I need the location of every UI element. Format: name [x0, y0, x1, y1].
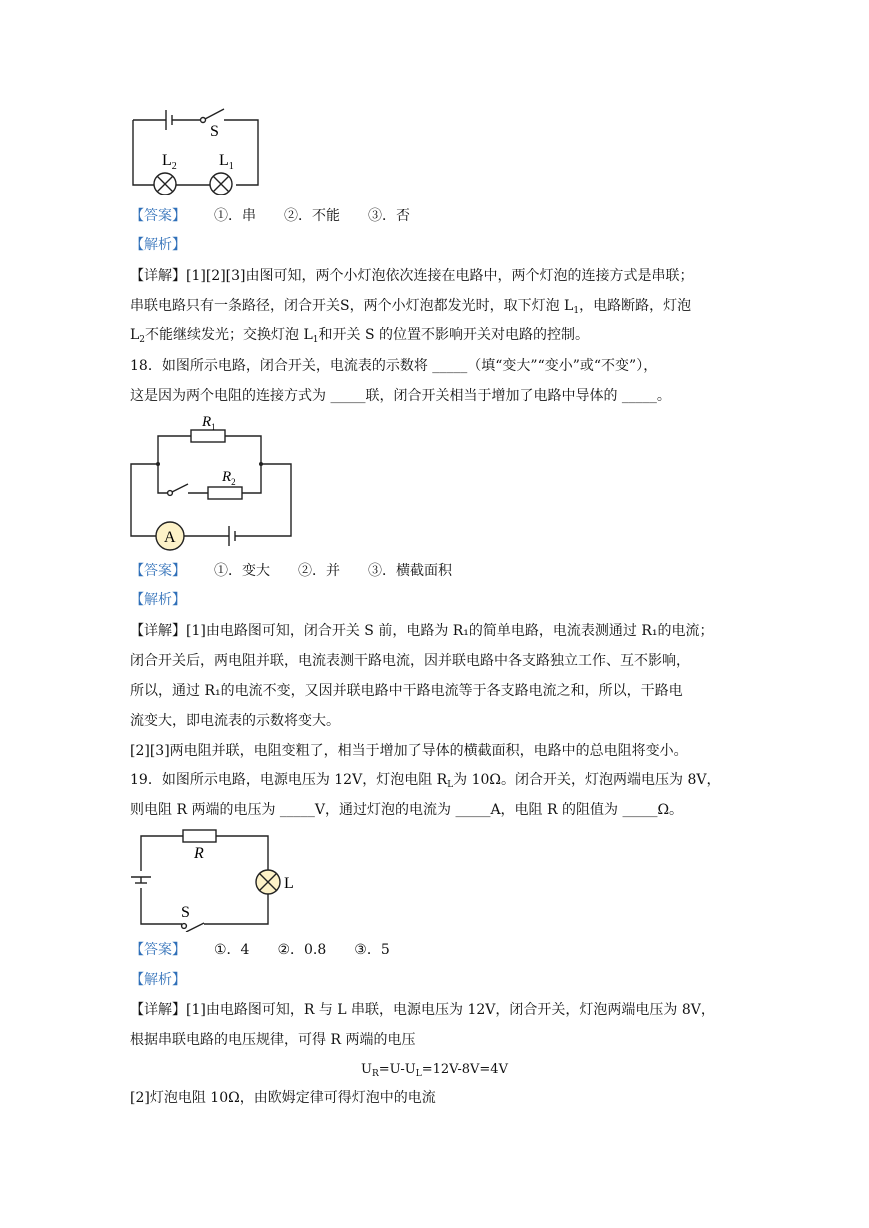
q18-detail-line-5: [2][3]两电阻并联，电阻变粗了，相当于增加了导体的横截面积，电路中的总电阻将变小。 — [130, 743, 688, 759]
q18-detail-line-1: 【详解】[1]由电路图可知，闭合开关 S 前，电路为 R₁的简单电路，电流表测通过 R₁的电流； — [130, 623, 714, 639]
q17-detail-line-1: 【详解】[1][2][3]由图可知，两个小灯泡依次连接在电路中，两个灯泡的连接方式是串联； — [130, 268, 694, 284]
r1-label: $R_1$ — [202, 414, 216, 432]
voltage-formula: $U_R=U-U_L=12V-8V=4V$ — [361, 1062, 508, 1079]
q19-answer-row — [130, 940, 390, 960]
q17-answer-row — [130, 206, 410, 226]
q17-detail-line-3: $L_2$不能继续发光；交换灯泡 $L_1$和开关 S 的位置不影响开关对电路的控制。 — [130, 327, 590, 345]
q17-detail-line-2: 串联电路只有一条路径，闭合开关S，两个小灯泡都发光时，取下灯泡 $L_1$，电路断路，灯泡 — [130, 298, 692, 316]
answer-1: ①．变大 — [214, 563, 270, 579]
q18-detail-line-3: 所以，通过 R₁的电流不变，又因并联电路中干路电流等于各支路电流之和，所以，干路电 — [130, 683, 683, 699]
answer-2: ②．并 — [298, 563, 340, 579]
circuit-diagram-series-bulbs — [128, 100, 268, 195]
q18-stem-line-1: 18．如图所示电路，闭合开关，电流表的示数将 _____（填“变大”“变小”或“不变”）， — [130, 358, 658, 374]
answer-tag: 【答案】 — [130, 942, 186, 958]
q18-answer-row — [130, 561, 452, 581]
r2-label: $R_2$ — [222, 469, 236, 487]
switch-label: S — [210, 123, 219, 140]
bulb-l1-label: $L_1$ — [219, 152, 234, 172]
q19-last-line: [2]灯泡电阻 10Ω，由欧姆定律可得灯泡中的电流 — [130, 1090, 436, 1106]
answer-1: ①．4 — [214, 942, 250, 958]
q18-detail-line-2: 闭合开关后，两电阻并联，电流表测干路电流，因并联电路中各支路独立工作、互不影响， — [130, 653, 690, 669]
analysis-tag: 【解析】 — [130, 237, 186, 253]
answer-tag: 【答案】 — [130, 563, 186, 579]
q19-detail-line-2: 根据串联电路的电压规律，可得 R 两端的电压 — [130, 1032, 416, 1048]
answer-1: ①．串 — [214, 208, 256, 224]
bulb-l2-label: $L_2$ — [162, 152, 177, 172]
circuit-diagram-r-and-lamp — [128, 826, 303, 932]
answer-tag: 【答案】 — [130, 208, 186, 224]
circuit-diagram-parallel-resistors — [128, 408, 298, 553]
answer-2: ②．0.8 — [277, 942, 327, 958]
switch-label: S — [181, 904, 190, 921]
q18-detail-line-4: 流变大，即电流表的示数将变大。 — [130, 713, 340, 729]
q19-detail-line-1: 【详解】[1]由电路图可知，R 与 L 串联，电源电压为 12V，闭合开关，灯泡两端电压为 8V， — [130, 1002, 715, 1018]
lamp-label: L — [284, 875, 294, 892]
answer-3: ③．5 — [354, 942, 390, 958]
q19-stem-line-2: 则电阻 R 两端的电压为 _____V，通过灯泡的电流为 _____A，电阻 R 的阻值为 _____Ω。 — [130, 802, 684, 818]
q19-stem-line-1: 19．如图所示电路，电源电压为 12V，灯泡电阻 $R_L$为 10Ω。闭合开关，灯泡两端电压为 8V， — [130, 772, 721, 790]
analysis-tag: 【解析】 — [130, 972, 186, 988]
analysis-tag: 【解析】 — [130, 592, 186, 608]
answer-2: ②．不能 — [284, 208, 340, 224]
q18-stem-line-2: 这是因为两个电阻的连接方式为 _____联，闭合开关相当于增加了电路中导体的 _____。 — [130, 388, 671, 404]
answer-3: ③．横截面积 — [368, 563, 452, 579]
resistor-label: R — [194, 845, 204, 862]
ammeter-label: A — [164, 529, 176, 546]
answer-3: ③．否 — [368, 208, 410, 224]
